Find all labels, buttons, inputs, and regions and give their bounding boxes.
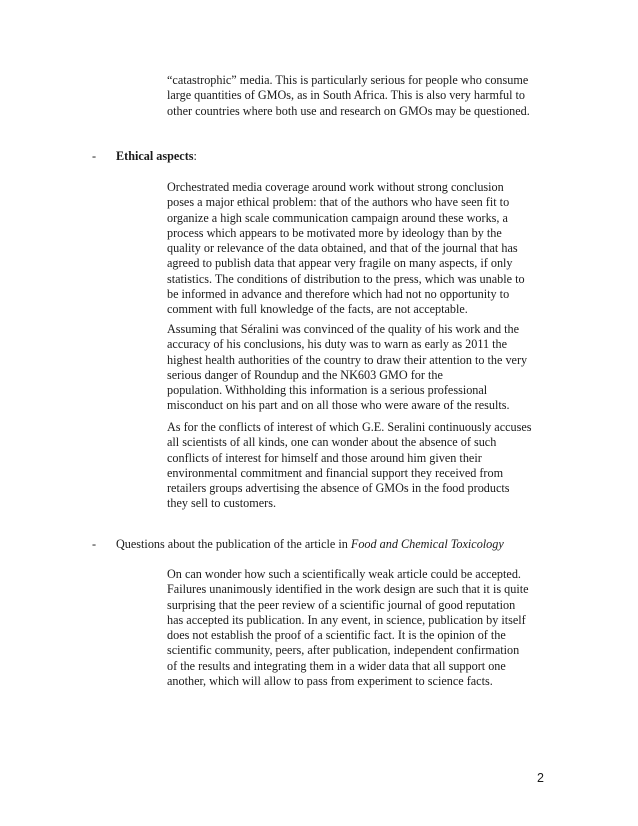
text-line: Orchestrated media coverage around work without strong conclusion — [167, 180, 504, 194]
text-line: of the results and integrating them in a wider data that all support one — [167, 658, 506, 673]
intro-paragraph — [167, 73, 557, 119]
text-line: large quantities of GMOs, as in South Africa. This is also very harmful to — [167, 88, 526, 103]
journal-name: Food and Chemical Toxicology — [350, 537, 504, 551]
text-line: On can wonder how such a scientifically weak article could be accepted. — [167, 567, 521, 581]
ethics-paragraph-3 — [167, 420, 557, 512]
text-line: Failures unanimously identified in the work design are such that it is quite — [167, 582, 529, 597]
text-line: misconduct on his part and on all those who were aware of the results. — [167, 398, 510, 413]
text-line: As for the conflicts of interest of which G.E. Seralini continuously accuses — [167, 420, 532, 434]
text-line: scientific community, peers, after publication, independent confirmation — [167, 643, 520, 658]
text-line: be informed in advance and therefore which had not no opportunity to — [167, 287, 510, 302]
text-line: does not establish the proof of a scientific fact. It is the opinion of the — [167, 628, 506, 643]
text-line: highest health authorities of the country to draw their attention to the very — [167, 352, 528, 367]
page-number: 2 — [537, 771, 544, 785]
text-line: agreed to publish data that appear very fragile on many aspects, if only — [167, 256, 513, 271]
text-line: process which appears to be motivated more by ideology than by the — [167, 225, 502, 240]
text-line: environmental commitment and financial support they received from — [167, 465, 504, 480]
text-line: surprising that the peer review of a scientific journal of good reputation — [167, 597, 516, 612]
text-line: quality or relevance of the data obtained, and that of the journal that has — [167, 241, 518, 256]
publication-paragraph — [167, 567, 557, 689]
text-line: accuracy of his conclusions, his duty was to warn as early as 2011 the — [167, 337, 508, 352]
text-line: all scientists of all kinds, one can wonder about the absence of such — [167, 435, 497, 450]
heading-text: Questions about the publication of the article in — [116, 537, 351, 551]
text-line: statistics. The conditions of distribution to the press, which was unable to — [167, 271, 525, 286]
text-line: retailers groups advertising the absence of GMOs in the food products — [167, 481, 510, 496]
text-line: Assuming that Séralini was convinced of the quality of his work and the — [167, 322, 520, 336]
ethics-paragraph-2 — [167, 322, 557, 414]
ethics-paragraph-1 — [167, 180, 557, 318]
text-line: comment with full knowledge of the facts, are not acceptable. — [167, 302, 468, 317]
heading-text: Ethical aspects — [116, 149, 194, 163]
text-line: poses a major ethical problem: that of the authors who have seen fit to — [167, 195, 510, 210]
text-line: serious danger of Roundup and the NK603 GMO for the — [167, 367, 443, 382]
section-heading-publication — [116, 537, 504, 552]
bullet-dash: - — [92, 149, 97, 163]
section-heading-ethical-aspects — [116, 149, 197, 164]
text-line: organize a high scale communication campaign around these works, a — [167, 210, 508, 225]
text-line: other countries where both use and research on GMOs may be questioned. — [167, 103, 530, 118]
heading-colon: : — [193, 149, 197, 163]
text-line: conflicts of interest for himself and those around him given their — [167, 450, 482, 465]
bullet-dash: - — [92, 537, 97, 551]
text-line: population. Withholding this information is a serious professional — [167, 383, 488, 398]
text-line: has accepted its publication. In any event, in science, publication by itself — [167, 612, 526, 627]
text-line: another, which will allow to pass from experiment to science facts. — [167, 674, 493, 689]
text-line: “catastrophic” media. This is particularly serious for people who consume — [167, 73, 529, 87]
text-line: they sell to customers. — [167, 496, 276, 511]
